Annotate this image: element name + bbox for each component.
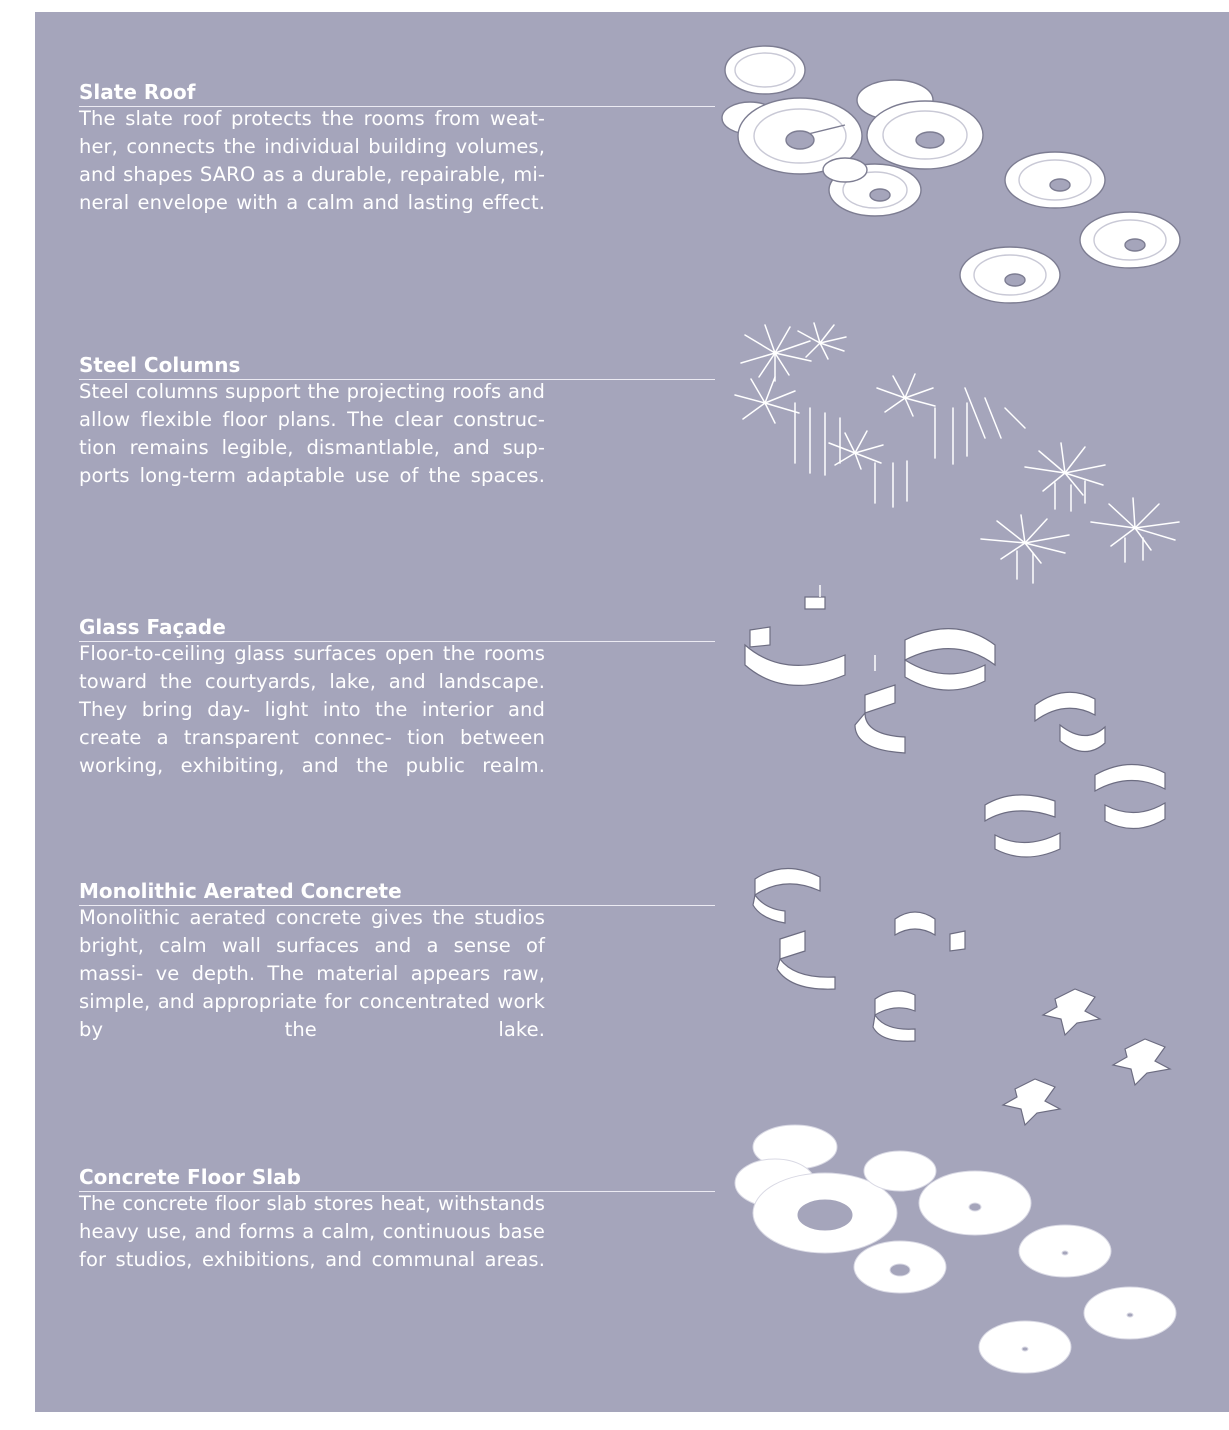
column-clusters-drawing — [725, 313, 1195, 603]
aerated-concrete-illustration — [725, 839, 1195, 1129]
layer-description: The slate roof protects the rooms from weat- her, connects the individual building volumes, and shapes SARO as a durable, repairable, mi- neral envelope with a calm and lasting effect. — [79, 107, 545, 214]
layer-description: The concrete floor slab stores heat, withstands heavy use, and forms a calm, continuous base for studios, exhibitions, and communal areas. — [79, 1192, 545, 1271]
layer-description: Steel columns support the projecting roofs and allow flexible floor plans. The clear construc- tion remains legible, dismantlable, and sup- ports long-term adaptable use of the spaces. — [79, 380, 545, 487]
layer-title: Glass Façade — [79, 615, 226, 639]
roof-discs-drawing — [725, 40, 1195, 330]
diagram-board — [35, 12, 1229, 1412]
layer-title: Steel Columns — [79, 353, 241, 377]
layer-description: Monolithic aerated concrete gives the studios bright, calm wall surfaces and a sense of massi- ve depth. The material appears raw, simple, and appropriate for concentrated work by the lake. — [79, 906, 545, 1041]
concrete-walls-drawing — [725, 839, 1195, 1129]
glass-facade-illustration — [725, 575, 1195, 865]
layer-title: Slate Roof — [79, 80, 196, 104]
layer-aerated-concrete — [35, 879, 1229, 1159]
steel-columns-illustration — [725, 313, 1195, 603]
layer-title: Concrete Floor Slab — [79, 1165, 301, 1189]
slate-roof-illustration — [725, 40, 1195, 330]
concrete-slab-illustration — [725, 1125, 1195, 1412]
floor-discs-drawing — [725, 1125, 1195, 1412]
glass-rings-drawing — [725, 575, 1195, 865]
layer-description: Floor-to-ceiling glass surfaces open the rooms toward the courtyards, lake, and landscape. They bring day- light into the interior and create a transparent connec- tion between working, exhibiting, and the public realm. — [79, 642, 545, 777]
layer-title: Monolithic Aerated Concrete — [79, 879, 402, 903]
layer-concrete-slab — [35, 1165, 1229, 1412]
